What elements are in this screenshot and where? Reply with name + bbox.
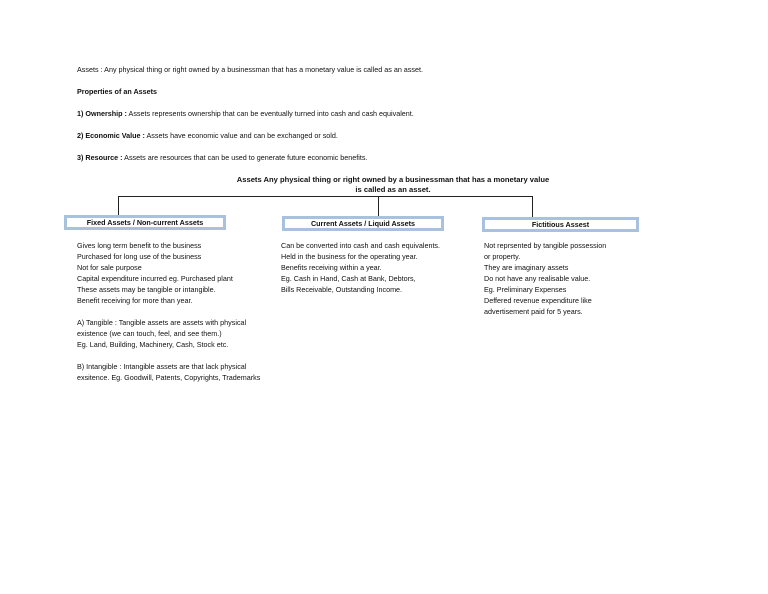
list-item: Not for sale purpose (77, 263, 142, 272)
intangible-line: B) Intangible : Intangible assets are that lack physical (77, 362, 247, 371)
property-text: Assets are resources that can be used to generate future economic benefits. (122, 153, 368, 162)
list-item: or property. (484, 252, 521, 261)
list-item: Purchased for long use of the business (77, 252, 202, 261)
property-ownership (77, 109, 414, 118)
list-item: Not reprsented by tangible possession (484, 241, 607, 250)
connector-current (378, 196, 379, 216)
list-item: advertisement paid for 5 years. (484, 307, 583, 316)
connector-horizontal (118, 196, 533, 197)
list-item: Benefit receiving for more than year. (77, 296, 193, 305)
property-label: 3) Resource : (77, 153, 123, 162)
connector-fixed (118, 196, 119, 215)
list-item: Capital expenditure incurred eg. Purchased plant (77, 274, 233, 283)
list-item: Gives long term benefit to the business (77, 241, 202, 250)
properties-heading: Properties of an Assets (77, 87, 158, 96)
list-item: Held in the business for the operating year. (281, 252, 418, 261)
fixed-assets-details (77, 240, 260, 383)
tangible-line: Eg. Land, Building, Machinery, Cash, Stock etc. (77, 340, 229, 349)
tangible-line: existence (we can touch, feel, and see them.) (77, 329, 222, 338)
property-text: Assets have economic value and can be exchanged or sold. (144, 131, 338, 140)
list-item: Do not have any realisable value. (484, 274, 591, 283)
property-economic-value (77, 131, 338, 140)
list-item: Deffered revenue expenditure like (484, 296, 592, 305)
list-item: These assets may be tangible or intangible. (77, 285, 216, 294)
root-line-2: is called as an asset. (355, 185, 431, 194)
list-item: They are imaginary assets (484, 263, 569, 272)
tangible-line: A) Tangible : Tangible assets are assets with physical (77, 318, 247, 327)
list-item: Eg. Preliminary Expenses (484, 285, 567, 294)
fictitious-assets-box: Fictitious Assest (482, 217, 639, 232)
definition: Assets : Any physical thing or right owned by a businessman that has a monetary value is called as an asset. (77, 65, 423, 74)
list-item: Eg. Cash in Hand, Cash at Bank, Debtors, (281, 274, 416, 283)
list-item: Bills Receivable, Outstanding Income. (281, 285, 403, 294)
intangible-line: exsitence. Eg. Goodwill, Patents, Copyrights, Trademarks (77, 373, 261, 382)
list-item: Benefits receiving within a year. (281, 263, 382, 272)
fictitious-assets-details (484, 240, 606, 317)
property-text: Assets represents ownership that can be eventually turned into cash and cash equivalent. (126, 109, 414, 118)
diagram-root (228, 175, 558, 195)
list-item: Can be converted into cash and cash equivalents. (281, 241, 441, 250)
property-resource (77, 153, 367, 162)
current-assets-box: Current Assets / Liquid Assets (282, 216, 444, 231)
property-label: 1) Ownership : (77, 109, 127, 118)
root-line-1: Assets Any physical thing or right owned by a businessman that has a monetary value (236, 175, 550, 184)
property-label: 2) Economic Value : (77, 131, 145, 140)
current-assets-details (281, 240, 440, 295)
connector-fictitious (532, 196, 533, 217)
fixed-assets-box: Fixed Assets / Non-current Assets (64, 215, 226, 230)
